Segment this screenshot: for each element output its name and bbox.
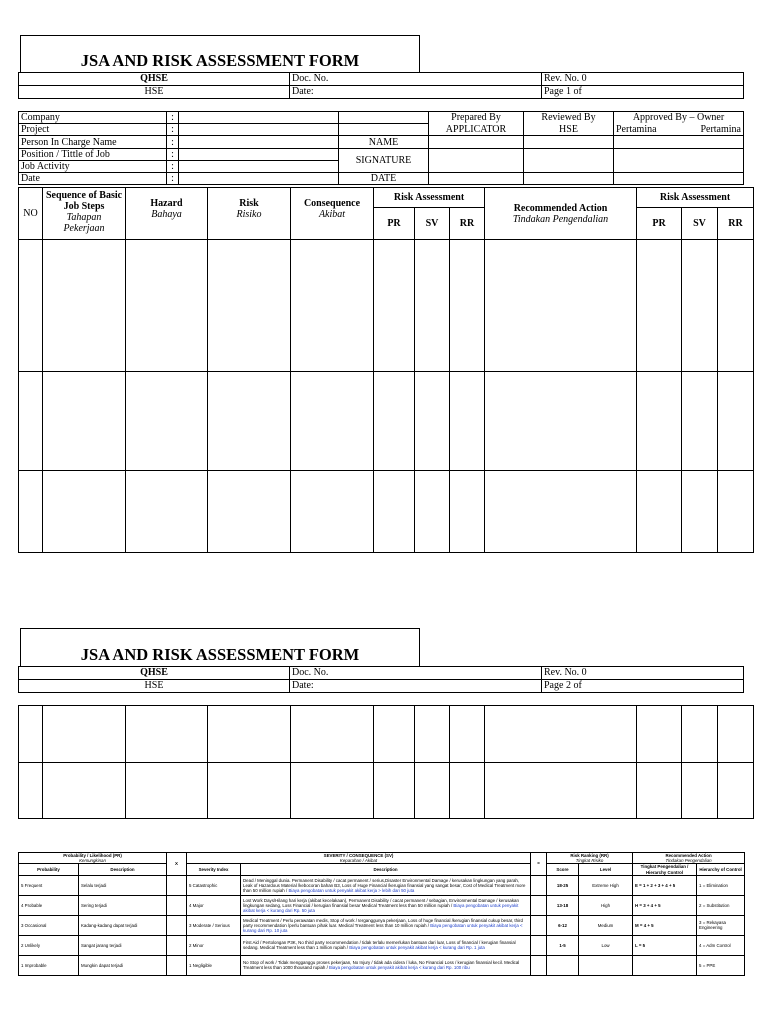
- legend-row: [19, 895, 745, 915]
- prob-desc: Sering terjadi: [79, 895, 167, 915]
- blank-cell: [339, 112, 429, 124]
- cell[interactable]: [43, 240, 126, 372]
- cell[interactable]: [450, 763, 485, 819]
- date-upper-label: DATE: [339, 173, 429, 185]
- jsa-table: [18, 187, 754, 553]
- col-sv-text: SV: [425, 218, 439, 230]
- hier-value: 3 = Rekayasa Engineering: [697, 915, 745, 935]
- blank-cell: [167, 875, 187, 895]
- ctrl-value: H = 3 + 4 + 5: [633, 895, 697, 915]
- sev-value: 1 Negligible: [187, 955, 241, 975]
- severity-index-col-text: Severity Index: [198, 867, 229, 872]
- ctrl-value: [633, 955, 697, 975]
- cell[interactable]: [126, 470, 208, 552]
- table-row: [19, 763, 754, 819]
- prob-value: 1 Improbable: [19, 955, 79, 975]
- form-title-text: JSA AND RISK ASSESSMENT FORM: [80, 645, 360, 664]
- multiply-text: X: [175, 861, 178, 867]
- cell[interactable]: [682, 240, 718, 372]
- ctrl-value: M = 4 + 5: [633, 915, 697, 935]
- applicator-label: APPLICATOR: [429, 124, 524, 136]
- col-hazard-text: Hazard: [150, 198, 183, 209]
- cell[interactable]: [485, 372, 637, 470]
- reviewed-signature-field[interactable]: [524, 149, 614, 173]
- col-consequence-text: Consequence: [303, 198, 361, 209]
- level-col: [579, 864, 633, 875]
- blank-cell: [167, 895, 187, 915]
- table-row: [19, 372, 754, 470]
- cell[interactable]: [43, 763, 126, 819]
- hierarchy-col: [697, 864, 745, 875]
- level-value: Medium: [579, 915, 633, 935]
- prob-value: 2 Unlikely: [19, 935, 79, 955]
- blank-cell: [167, 955, 187, 975]
- legend-row: [19, 875, 745, 895]
- prob-value: 4 Probable: [19, 895, 79, 915]
- colon: :: [167, 161, 179, 173]
- level-col-text: Level: [599, 867, 612, 872]
- risk-matrix-legend: [18, 852, 745, 976]
- blank-cell: [531, 895, 547, 915]
- sev-header: [187, 853, 531, 864]
- legend-row: [19, 955, 745, 975]
- cell[interactable]: [19, 470, 43, 552]
- prob-header-id: Kemungkinan: [79, 858, 106, 864]
- cell[interactable]: [718, 763, 754, 819]
- cell[interactable]: [415, 470, 450, 552]
- score-col: [547, 864, 579, 875]
- project-field[interactable]: [179, 124, 339, 136]
- cell[interactable]: [718, 470, 754, 552]
- sev-desc: First Aid / Pertolongan P3K, No third party recommendation / tidak terlalu memerlukan bantuan dari luar, Loss of financial / kerugian finansial sedang. Medical Treatment less than 1 million rupiah /: [243, 940, 516, 951]
- jsa-table-continued: [18, 705, 754, 819]
- cell[interactable]: [208, 706, 291, 763]
- cell[interactable]: [682, 372, 718, 470]
- cell[interactable]: [291, 706, 374, 763]
- col-sequence-id: Tahapan Pekerjaan: [63, 212, 105, 234]
- table-row: [19, 240, 754, 372]
- hierarchy-col-text: Hierarchy of Control: [699, 867, 742, 872]
- col-recommended-action-id: Tindakan Pengendalian: [512, 213, 609, 225]
- colon: :: [167, 149, 179, 161]
- cell[interactable]: [208, 240, 291, 372]
- job-activity-label: Job Activity: [19, 161, 167, 173]
- legend-row: [19, 935, 745, 955]
- prob-description-col: [79, 864, 167, 875]
- sev-header-text: SEVERITY / CONSEQUENCE (SV): [323, 853, 394, 858]
- probability-col-text: Probability: [37, 867, 60, 872]
- dept-qhse: QHSE: [19, 73, 290, 86]
- prob-value: 3 Occasional: [19, 915, 79, 935]
- cell[interactable]: [450, 470, 485, 552]
- equals-sign: [531, 853, 547, 876]
- cell[interactable]: [208, 470, 291, 552]
- col-residual-risk-assessment-text: Risk Assessment: [659, 192, 731, 204]
- cell[interactable]: [682, 763, 718, 819]
- approved-name-field[interactable]: [614, 136, 744, 149]
- form-title-text: JSA AND RISK ASSESSMENT FORM: [80, 51, 360, 70]
- col-risk-text: Risk: [239, 198, 259, 209]
- prob-value: 5 Frequent: [19, 875, 79, 895]
- sev-desc-cell: [241, 935, 531, 955]
- col-rr-text: RR: [459, 218, 475, 230]
- cell[interactable]: [374, 372, 415, 470]
- prob-desc: Sangat jarang terjadi: [79, 935, 167, 955]
- level-value: Extreme High: [579, 875, 633, 895]
- rr-header: [547, 853, 633, 864]
- severity-index-col: [187, 864, 241, 875]
- cell[interactable]: [450, 240, 485, 372]
- cell[interactable]: [374, 706, 415, 763]
- rr-header-text: Risk Ranking (RR): [570, 853, 609, 858]
- prepared-signature-field[interactable]: [429, 149, 524, 173]
- cell[interactable]: [208, 372, 291, 470]
- rec-header-id: Tindakan Pengendalian: [665, 858, 712, 864]
- sev-desc-cell: [241, 915, 531, 935]
- cell[interactable]: [374, 470, 415, 552]
- cell[interactable]: [415, 372, 450, 470]
- doc-no-field[interactable]: Doc. No.: [290, 667, 542, 680]
- colon: :: [167, 173, 179, 185]
- form-title: [20, 35, 420, 73]
- cell[interactable]: [291, 470, 374, 552]
- col-pr-residual: [637, 208, 682, 240]
- blank-cell: [531, 875, 547, 895]
- colon: :: [167, 136, 179, 149]
- rev-no: Rev. No. 0: [542, 73, 744, 86]
- date-field[interactable]: Date:: [290, 86, 542, 99]
- page-number: Page 2 of: [542, 680, 744, 693]
- col-risk: [208, 188, 291, 240]
- blank-cell: [531, 915, 547, 935]
- level-value: High: [579, 895, 633, 915]
- sev-desc: Medical Treatment / Perlu perawatan medis, Stop of work / terganggunya pekerjaan, Loss of huge financial /kerugian finansial cukup besar, third party recommendation /perlu bantuan pihak luar. Medical Treatment less than 10 million rupiah /: [243, 917, 523, 928]
- cell[interactable]: [19, 240, 43, 372]
- name-label: NAME: [339, 136, 429, 149]
- sev-desc-blue: Biaya pengobatan untuk penyakit akibat kerja < kurang dari Rp. 100 ribu: [329, 965, 470, 971]
- score-col-text: Score: [556, 867, 569, 872]
- col-sv: [415, 208, 450, 240]
- sev-desc: Dead / Meninggal dunia. Permanent Disability / cacat permanent / serius,Disaster Environmental Damage / kerusakan lingkungan yang parah, Leak of Hazardous Material /kebocoran bahan B3, Loss of Huge Financial /kerugian finansial yang sangat besar, Cost of Medical Treatment more than 50 million rupiah /: [243, 877, 526, 893]
- cell[interactable]: [126, 372, 208, 470]
- dept-hse: HSE: [19, 680, 290, 693]
- date-label: Date: [19, 173, 167, 185]
- cell[interactable]: [485, 706, 637, 763]
- hse-label: HSE: [524, 124, 614, 136]
- sev-desc: Lost Work Days/Hilang hari kerja (akibat kecelakaan), Permanent Disability / cacat permanent / sebagian, Environmental Damage / kerusakan lingkungan sedang, Loss Financial / kerugian finansial besar Medical Treatment less than 50 million rupiah /: [243, 897, 519, 908]
- sev-desc-blue: Biaya pengobatan untuk penyakit akibat kerja < kurang dari Rp. 1 juta: [349, 945, 485, 951]
- col-recommended-action: [485, 188, 637, 240]
- cell[interactable]: [637, 372, 682, 470]
- col-risk-id: Risiko: [236, 209, 262, 220]
- cell[interactable]: [126, 706, 208, 763]
- cell[interactable]: [43, 470, 126, 552]
- col-sequence: [43, 188, 126, 240]
- sev-value: 4 Major: [187, 895, 241, 915]
- col-rr-residual-text: RR: [728, 218, 743, 230]
- col-residual-risk-assessment: [637, 188, 754, 208]
- cell[interactable]: [208, 763, 291, 819]
- position-label: Position / Tittle of Job: [19, 149, 167, 161]
- info-table: [18, 111, 744, 185]
- probability-col: [19, 864, 79, 875]
- signature-label: SIGNATURE: [339, 149, 429, 173]
- doc-no-field[interactable]: Doc. No.: [290, 73, 542, 86]
- cell[interactable]: [682, 706, 718, 763]
- tingkat-col-text: Tingkat Pengendalian / Hierarchy Control: [640, 864, 689, 875]
- hier-value: 5 = PPE: [697, 955, 745, 975]
- cell[interactable]: [415, 763, 450, 819]
- job-activity-field[interactable]: [179, 161, 339, 173]
- col-rr: [450, 208, 485, 240]
- col-risk-assessment-text: Risk Assessment: [393, 192, 465, 204]
- dept-qhse: QHSE: [19, 667, 290, 680]
- score-value: 18-25: [547, 875, 579, 895]
- cell[interactable]: [718, 240, 754, 372]
- pertamina-label: Pertamina: [616, 123, 657, 135]
- person-label: Person In Charge Name: [19, 136, 167, 149]
- col-hazard-id: Bahaya: [151, 209, 182, 220]
- prob-header-text: Probability / Likelihood (PR): [63, 853, 122, 858]
- prepared-name-field[interactable]: [429, 136, 524, 149]
- sev-desc-cell: [241, 955, 531, 975]
- cell[interactable]: [637, 763, 682, 819]
- prob-header: [19, 853, 167, 864]
- col-recommended-action-text: Recommended Action: [513, 202, 608, 214]
- cell[interactable]: [43, 706, 126, 763]
- reviewed-date-field[interactable]: [524, 173, 614, 185]
- company-label: Company: [19, 112, 167, 124]
- colon: :: [167, 124, 179, 136]
- prepared-by-label: Prepared By: [429, 112, 524, 124]
- cell[interactable]: [682, 470, 718, 552]
- reviewed-name-field[interactable]: [524, 136, 614, 149]
- position-field[interactable]: [179, 149, 339, 161]
- blank-cell: [339, 124, 429, 136]
- sev-header-id: Keparahan / Akibat: [339, 858, 378, 864]
- cell[interactable]: [19, 372, 43, 470]
- cell[interactable]: [485, 763, 637, 819]
- approved-by-label: Approved By – Owner: [614, 112, 744, 124]
- sev-value: 5 Catastrophic: [187, 875, 241, 895]
- cell[interactable]: [637, 240, 682, 372]
- col-pr-residual-text: PR: [652, 218, 666, 230]
- cell[interactable]: [450, 372, 485, 470]
- table-row: [19, 470, 754, 552]
- form-header-table: [18, 72, 744, 99]
- cell[interactable]: [126, 240, 208, 372]
- col-sequence-text: Sequence of Basic Job Steps: [45, 190, 123, 212]
- cell[interactable]: [485, 470, 637, 552]
- reviewed-by-label: Reviewed By: [524, 112, 614, 124]
- prepared-date-field[interactable]: [429, 173, 524, 185]
- pertamina-label: Pertamina: [700, 123, 741, 135]
- col-consequence: [291, 188, 374, 240]
- level-value: [579, 955, 633, 975]
- cell[interactable]: [374, 763, 415, 819]
- cell[interactable]: [718, 706, 754, 763]
- ctrl-value: E = 1 + 2 + 3 + 4 + 5: [633, 875, 697, 895]
- multiply-sign: [167, 853, 187, 876]
- col-pr: [374, 208, 415, 240]
- dept-hse: HSE: [19, 86, 290, 99]
- sev-description-col: [241, 864, 531, 875]
- cell[interactable]: [43, 372, 126, 470]
- date-field[interactable]: Date:: [290, 680, 542, 693]
- hier-value: 4 = Adm Control: [697, 935, 745, 955]
- cell[interactable]: [637, 470, 682, 552]
- prob-description-col-text: Description: [110, 867, 135, 872]
- sev-desc-cell: [241, 895, 531, 915]
- cell[interactable]: [291, 372, 374, 470]
- prob-desc: Mungkin dapat terjadi: [79, 955, 167, 975]
- cell[interactable]: [291, 763, 374, 819]
- company-field[interactable]: [179, 112, 339, 124]
- cell[interactable]: [415, 240, 450, 372]
- approved-date-field[interactable]: [614, 173, 744, 185]
- project-label: Project: [19, 124, 167, 136]
- person-field[interactable]: [179, 136, 339, 149]
- score-value: 1-5: [547, 935, 579, 955]
- rec-header: [633, 853, 745, 864]
- prob-desc: Selalu terjadi: [79, 875, 167, 895]
- col-no: [19, 188, 43, 240]
- cell[interactable]: [19, 763, 43, 819]
- page-number: Page 1 of: [542, 86, 744, 99]
- sev-desc: No Stop of work / Tidak mengganggu proses pekerjaan, No Injury / tidak ada cidera / luka, No Financial Loss / kerugian finansial kecil. Medical Treatment less than 1000 thousand rupiah /: [243, 960, 520, 971]
- form-header-table: [18, 666, 744, 693]
- cell[interactable]: [485, 240, 637, 372]
- cell[interactable]: [718, 372, 754, 470]
- score-value: [547, 955, 579, 975]
- level-value: Low: [579, 935, 633, 955]
- score-value: 13-18: [547, 895, 579, 915]
- cell[interactable]: [415, 706, 450, 763]
- sev-desc-blue: Biaya pengobatan untuk penyakit akibat kerja > lebih dari 50 juta: [288, 887, 415, 893]
- hier-value: 2 = Substitution: [697, 895, 745, 915]
- blank-cell: [167, 915, 187, 935]
- prob-desc: Kadang-kadang dapat terjadi: [79, 915, 167, 935]
- cell[interactable]: [450, 706, 485, 763]
- sev-desc-blue: Biaya pengobatan untuk penyakit akibat kerja < kurang dari Rp. 50 juta: [243, 902, 519, 913]
- sev-value: 3 Moderate / Serious: [187, 915, 241, 935]
- sev-desc-cell: [241, 875, 531, 895]
- colon: :: [167, 112, 179, 124]
- table-row: [19, 706, 754, 763]
- cell[interactable]: [19, 706, 43, 763]
- col-risk-assessment: [374, 188, 485, 208]
- blank-cell: [531, 935, 547, 955]
- sev-description-col-text: Description: [373, 867, 398, 872]
- job-date-field[interactable]: [179, 173, 339, 185]
- blank-cell: [531, 955, 547, 975]
- rec-header-text: Recommended Action: [665, 853, 712, 858]
- col-sv-residual: [682, 208, 718, 240]
- score-value: 6-12: [547, 915, 579, 935]
- tingkat-col: [633, 864, 697, 875]
- col-no-text: NO: [23, 208, 38, 220]
- equals-text: =: [537, 861, 540, 867]
- rr-header-id: Tingkat Risiko: [575, 858, 604, 864]
- blank-cell: [167, 935, 187, 955]
- col-sv-residual-text: SV: [693, 218, 706, 230]
- cell[interactable]: [637, 706, 682, 763]
- ctrl-value: L = 5: [633, 935, 697, 955]
- col-consequence-id: Akibat: [318, 209, 346, 220]
- sev-desc-blue: Biaya pengobatan untuk penyakit akibat kerja < kurang dari Rp. 10 juta: [243, 922, 523, 933]
- col-rr-residual: [718, 208, 754, 240]
- owner-cell: [614, 124, 744, 136]
- approved-signature-field[interactable]: [614, 149, 744, 173]
- cell[interactable]: [126, 763, 208, 819]
- cell[interactable]: [291, 240, 374, 372]
- sev-value: 2 Minor: [187, 935, 241, 955]
- col-hazard: [126, 188, 208, 240]
- rev-no: Rev. No. 0: [542, 667, 744, 680]
- legend-row: [19, 915, 745, 935]
- cell[interactable]: [374, 240, 415, 372]
- form-title: [20, 628, 420, 666]
- hier-value: 1 = Elimination: [697, 875, 745, 895]
- col-pr-text: PR: [387, 218, 401, 230]
